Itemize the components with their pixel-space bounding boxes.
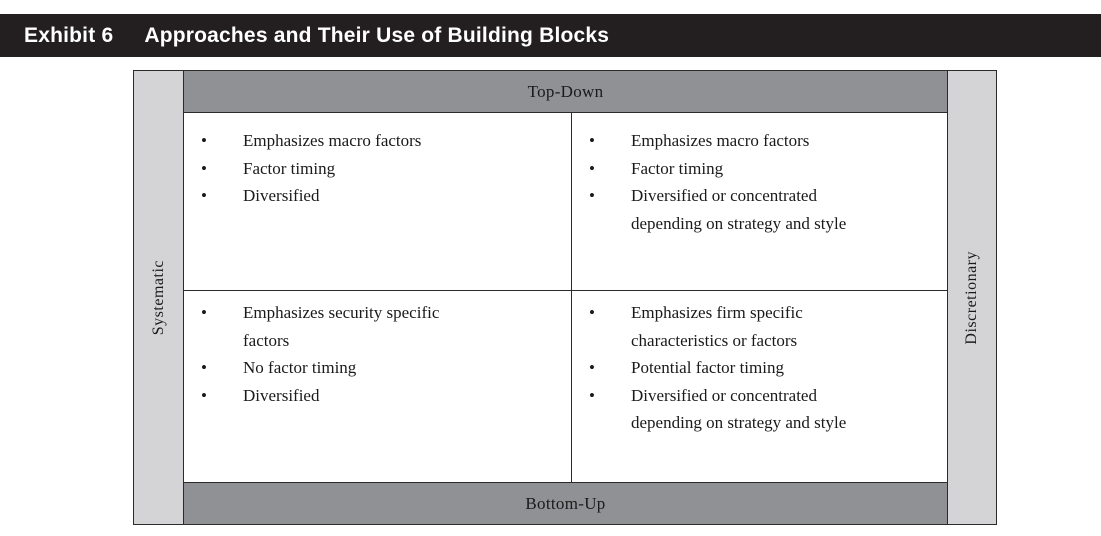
bullet-item: • Diversified <box>184 182 476 210</box>
exhibit-title: Approaches and Their Use of Building Blocks <box>144 23 610 47</box>
discretionary-axis-strip <box>947 71 996 524</box>
quadrant-systematic-bottom-up <box>184 291 572 482</box>
bullet-list <box>572 299 939 437</box>
bullet-item: • Factor timing <box>572 155 864 183</box>
systematic-axis-label: Systematic <box>149 259 167 336</box>
systematic-axis-strip <box>134 71 184 524</box>
bullet-item: • Emphasizes macro factors <box>184 127 476 155</box>
bullet-item: • Emphasizes macro factors <box>572 127 864 155</box>
bullet-item: • Diversified or concentrated depending on strategy and style <box>572 182 864 237</box>
exhibit-number-label: Exhibit 6 <box>24 23 114 47</box>
bullet-item: • Emphasizes firm specific characteristics or factors <box>572 299 864 354</box>
quadrant-systematic-top-down <box>184 113 572 291</box>
bullet-item: • No factor timing <box>184 354 476 382</box>
bullet-item: • Potential factor timing <box>572 354 864 382</box>
bullet-item: • Factor timing <box>184 155 476 183</box>
bullet-item: • Diversified <box>184 382 476 410</box>
bottom-up-band <box>184 482 947 524</box>
discretionary-axis-label: Discretionary <box>963 250 980 345</box>
quadrant-discretionary-bottom-up <box>572 291 947 482</box>
bullet-item: • Diversified or concentrated depending on strategy and style <box>572 382 864 437</box>
top-down-band <box>184 71 947 113</box>
exhibit-header-bar <box>0 14 1101 57</box>
quadrant-grid <box>184 113 947 482</box>
bullet-list <box>184 127 563 210</box>
quadrant-discretionary-top-down <box>572 113 947 291</box>
bullet-item: • Emphasizes security specific factors <box>184 299 476 354</box>
building-blocks-matrix <box>133 70 997 525</box>
bullet-list <box>572 127 939 237</box>
bullet-list <box>184 299 563 409</box>
top-down-label: Top-Down <box>527 81 604 101</box>
matrix-center-column <box>184 71 947 524</box>
bottom-up-label: Bottom-Up <box>525 493 606 513</box>
